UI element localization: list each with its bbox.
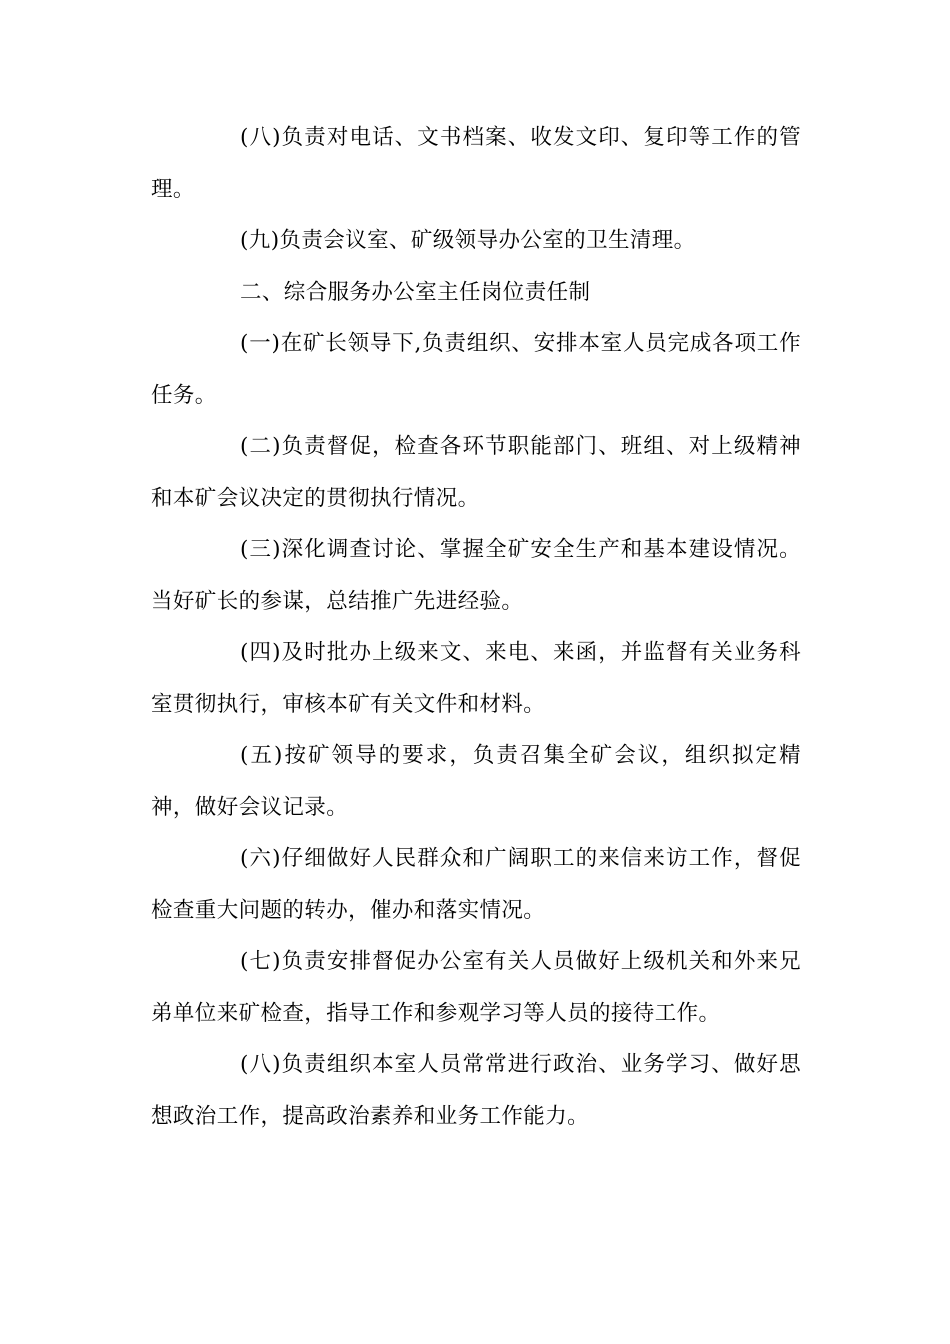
paragraph-item-2: (二)负责督促，检查各环节职能部门、班组、对上级精神和本矿会议决定的贯彻执行情况。: [151, 434, 801, 511]
paragraph-item-1: (一)在矿长领导下,负责组织、安排本室人员完成各项工作任务。: [151, 331, 801, 408]
paragraph-item-9-cleaning: (九)负责会议室、矿级领导办公室的卫生清理。: [240, 228, 696, 253]
paragraph-item-5: (五)按矿领导的要求，负责召集全矿会议，组织拟定精神，做好会议记录。: [151, 743, 801, 820]
paragraph-item-8: (八)负责组织本室人员常常进行政治、业务学习、做好思想政治工作，提高政治素养和业务工作能力。: [151, 1052, 801, 1129]
paragraph-item-8-phone-archives: (八)负责对电话、文书档案、收发文印、复印等工作的管理。: [151, 125, 801, 202]
document-body: [151, 112, 801, 1142]
paragraph-item-4: (四)及时批办上级来文、来电、来函，并监督有关业务科室贯彻执行，审核本矿有关文件和材料。: [151, 640, 801, 717]
paragraph-item-3: (三)深化调查讨论、掌握全矿安全生产和基本建设情况。当好矿长的参谋，总结推广先进经验。: [151, 537, 801, 614]
paragraph-item-7: (七)负责安排督促办公室有关人员做好上级机关和外来兄弟单位来矿检查，指导工作和参观学习等人员的接待工作。: [151, 949, 801, 1026]
paragraph-item-6: (六)仔细做好人民群众和广阔职工的来信来访工作，督促检查重大问题的转办，催办和落实情况。: [151, 846, 801, 923]
section-heading: 二、综合服务办公室主任岗位责任制: [240, 279, 591, 305]
